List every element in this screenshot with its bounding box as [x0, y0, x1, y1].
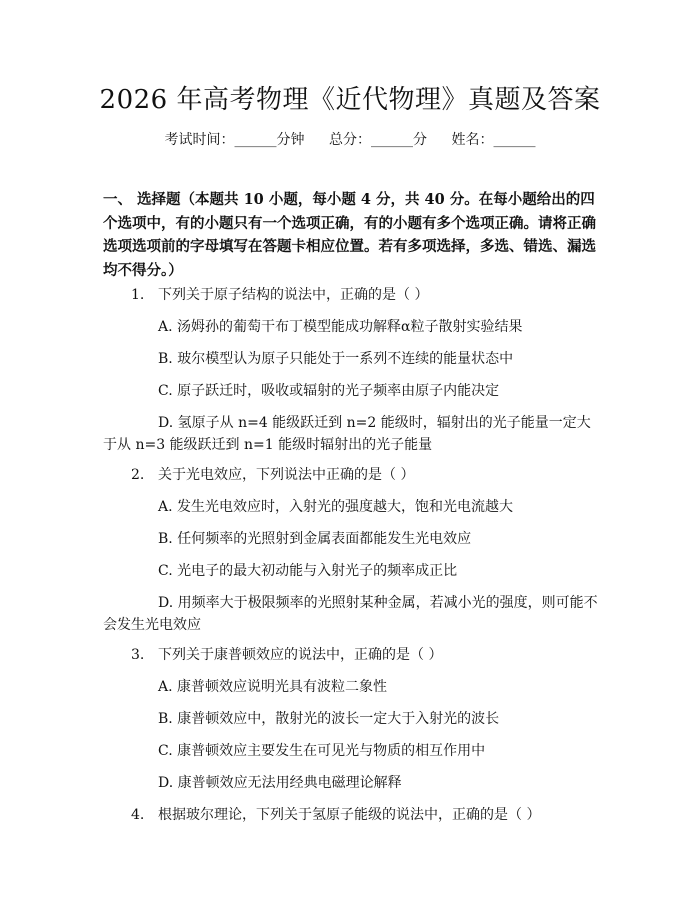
question-text: 根据玻尔理论，下列关于氢原子能级的说法中，正确的是（ ）	[158, 807, 541, 823]
total-score-field: 总分：______分	[329, 132, 427, 148]
option-2b: B. 任何频率的光照射到金属表面都能发生光电效应	[158, 531, 472, 547]
question-text: 下列关于康普顿效应的说法中，正确的是（ ）	[158, 647, 443, 663]
question-text: 关于光电效应，下列说法中正确的是（ ）	[158, 467, 415, 483]
option-1b: B. 玻尔模型认为原子只能处于一系列不连续的能量状态中	[158, 351, 514, 367]
option-3c: C. 康普顿效应主要发生在可见光与物质的相互作用中	[158, 743, 486, 759]
exam-meta	[0, 129, 700, 151]
option-1d: D. 氢原子从 n=4 能级跃迁到 n=2 能级时，辐射出的光子能量一定大于从 n=3 能级跃迁到 n=1 能级时辐射出的光子能量	[103, 415, 591, 453]
option-1c: C. 原子跃迁时，吸收或辐射的光子频率由原子内能决定	[158, 383, 500, 399]
option-2d: D. 用频率大于极限频率的光照射某种金属，若减小光的强度，则可能不会发生光电效应	[103, 595, 598, 633]
option-3a: A. 康普顿效应说明光具有波粒二象性	[158, 679, 388, 695]
student-name-field: 姓名：______	[451, 132, 536, 148]
question-text: 下列关于原子结构的说法中，正确的是（ ）	[158, 287, 429, 303]
option-3b: B. 康普顿效应中，散射光的波长一定大于入射光的波长	[158, 711, 500, 727]
question-number: 2.	[131, 467, 145, 483]
option-2a: A. 发生光电效应时，入射光的强度越大，饱和光电流越大	[158, 499, 514, 515]
page-title: 2026 年高考物理《近代物理》真题及答案	[99, 85, 601, 115]
question-number: 3.	[131, 647, 145, 663]
section-heading: 一、 选择题（本题共 10 小题，每小题 4 分，共 40 分。在每小题给出的四个选项中，有的小题只有一个选项正确，有的小题有多个选项正确。请将正确选项选项前的字母填写在答题卡相应位置。若有多项选择，多选、错选、漏选均不得分。）	[103, 191, 596, 279]
question-number: 1.	[131, 287, 145, 303]
option-2c: C. 光电子的最大初动能与入射光子的频率成正比	[158, 563, 458, 579]
option-1a: A. 汤姆孙的葡萄干布丁模型能成功解释α粒子散射实验结果	[158, 319, 523, 335]
exam-time-field: 考试时间：______分钟	[164, 132, 305, 148]
question-number: 4.	[131, 807, 145, 823]
option-3d: D. 康普顿效应无法用经典电磁理论解释	[158, 775, 402, 791]
